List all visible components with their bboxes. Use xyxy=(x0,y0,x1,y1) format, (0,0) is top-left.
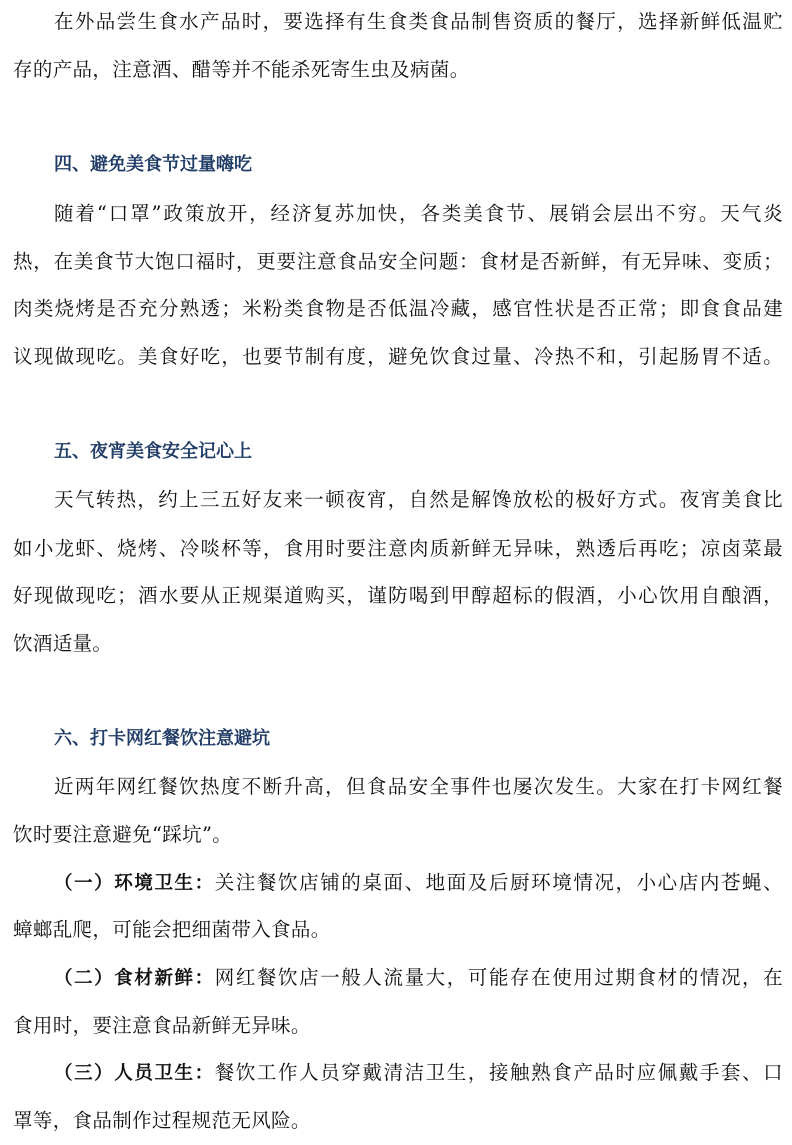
paragraph-line: 罩等，食品制作过程规范无风险。 xyxy=(13,1109,311,1132)
list-item-staff-hygiene xyxy=(54,1061,783,1086)
list-item-ingredients xyxy=(54,966,783,991)
paragraph-line: 在外品尝生食水产品时，要选择有生食类食品制售资质的餐厅，选择新鲜低温贮 xyxy=(54,10,783,33)
list-item-text: 网红餐饮店一般人流量大，可能存在使用过期食材的情况，在 xyxy=(214,966,783,989)
paragraph-line: 热，在美食节大饱口福时，更要注意食品安全问题：食材是否新鲜，有无异味、变质； xyxy=(13,250,783,273)
list-item-text: 餐饮工作人员穿戴清洁卫生，接触熟食产品时应佩戴手套、口 xyxy=(214,1061,783,1084)
paragraph-line: 如小龙虾、烧烤、冷啖杯等，食用时要注意肉质新鲜无异味，熟透后再吃；凉卤菜最 xyxy=(13,537,783,560)
paragraph-line: 近两年网红餐饮热度不断升高，但食品安全事件也屡次发生。大家在打卡网红餐 xyxy=(54,775,783,798)
paragraph-line: 食用时，要注意食品新鲜无异味。 xyxy=(13,1014,311,1037)
paragraph-line: 蟑螂乱爬，可能会把细菌带入食品。 xyxy=(13,918,331,941)
section-heading-4: 四、避免美食节过量嗨吃 xyxy=(54,154,252,175)
list-item-label: （二）食材新鲜： xyxy=(54,968,215,989)
paragraph-line: 随着“口罩”政策放开，经济复苏加快，各类美食节、展销会层出不穷。天气炎 xyxy=(54,202,783,225)
list-item-label: （一）环境卫生： xyxy=(54,873,215,894)
paragraph-line: 肉类烧烤是否充分熟透；米粉类食物是否低温冷藏，感官性状是否正常；即食食品建 xyxy=(13,297,783,320)
section-heading-5: 五、夜宵美食安全记心上 xyxy=(54,441,252,462)
paragraph-line: 饮酒适量。 xyxy=(13,632,113,655)
paragraph-line: 好现做现吃；酒水要从正规渠道购买，谨防喝到甲醇超标的假酒，小心饮用自酿酒， xyxy=(13,584,783,607)
list-item-text: 关注餐饮店铺的桌面、地面及后厨环境情况，小心店内苍蝇、 xyxy=(214,871,783,894)
paragraph-line: 议现做现吃。美食好吃，也要节制有度，避免饮食过量、冷热不和，引起肠胃不适。 xyxy=(13,345,783,368)
list-item-label: （三）人员卫生： xyxy=(54,1063,215,1084)
paragraph-line: 天气转热，约上三五好友来一顿夜宵，自然是解馋放松的极好方式。夜宵美食比 xyxy=(54,488,783,511)
list-item-environment xyxy=(54,871,783,896)
paragraph-line: 存的产品，注意酒、醋等并不能杀死寄生虫及病菌。 xyxy=(13,58,470,81)
paragraph-line: 饮时要注意避免“踩坑”。 xyxy=(13,823,233,846)
section-heading-6: 六、打卡网红餐饮注意避坑 xyxy=(54,728,270,749)
